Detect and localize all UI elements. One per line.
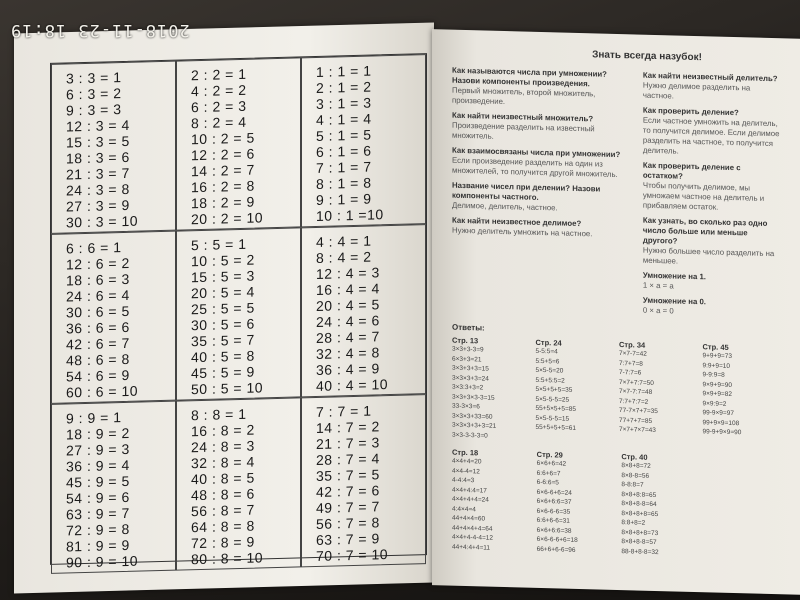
equation: 24 : 6 = 4 xyxy=(66,286,130,305)
equation: 40 : 8 = 5 xyxy=(191,469,255,488)
answer-line: 55+5×5+5=85 xyxy=(535,404,576,413)
equation: 8 : 2 = 4 xyxy=(191,113,247,132)
equation: 10 : 5 = 2 xyxy=(191,251,255,270)
equation: 6 : 2 = 3 xyxy=(191,97,247,116)
answer-line: 7×7-7=42 xyxy=(619,350,647,358)
equation: 90 : 9 = 10 xyxy=(66,552,139,571)
answer: 1 × а = а xyxy=(642,280,674,291)
equation: 6 : 3 = 2 xyxy=(66,85,122,103)
equation: 5 : 5 = 1 xyxy=(191,235,247,254)
answer-line: 6-6:6=5 xyxy=(536,478,559,487)
equation: 16 : 4 = 4 xyxy=(316,280,380,298)
answer: 0 × а = 0 xyxy=(642,305,674,316)
equation: 56 : 7 = 8 xyxy=(316,514,380,532)
equation: 45 : 9 = 5 xyxy=(66,472,130,491)
equation: 28 : 4 = 7 xyxy=(316,328,380,346)
equation: 24 : 4 = 6 xyxy=(316,312,380,330)
table-cell xyxy=(51,61,176,234)
equation: 12 : 6 = 2 xyxy=(66,254,130,273)
equation: 49 : 7 = 7 xyxy=(316,498,380,516)
equation: 35 : 7 = 5 xyxy=(316,466,380,484)
photo-timestamp: 2018-11-23 18:19 xyxy=(10,20,190,40)
answer-line: 4×4+4-4-4=12 xyxy=(452,533,494,542)
answer-line: 7×7-7:7=48 xyxy=(619,388,653,396)
equation: 63 : 9 = 7 xyxy=(66,504,130,523)
answer-line: 6×6+6:6=37 xyxy=(536,497,572,506)
answer-line: 4×4+4=20 xyxy=(452,457,482,466)
table-cell xyxy=(51,231,176,404)
equation: 45 : 5 = 9 xyxy=(191,363,255,382)
equation: 30 : 6 = 5 xyxy=(66,302,130,321)
equation: 72 : 8 = 9 xyxy=(191,533,255,552)
equation: 12 : 3 = 4 xyxy=(66,116,130,135)
answer-line: 8×8-8=56 xyxy=(621,471,650,480)
answer: Нужно делимое разделить на частное. xyxy=(642,80,751,101)
equation: 20 : 5 = 4 xyxy=(191,283,255,302)
answer-line: 7×7+7×7=43 xyxy=(619,426,656,435)
answer-line: 6×6-6+6=24 xyxy=(536,488,572,497)
equation: 50 : 5 = 10 xyxy=(191,379,264,398)
equation: 5 : 1 = 5 xyxy=(316,126,372,144)
equation: 20 : 4 = 5 xyxy=(316,296,380,314)
equation: 18 : 3 = 6 xyxy=(66,148,130,167)
answer-line: 9-9:9=8 xyxy=(702,371,725,379)
answer-block-title: Стр. 45 xyxy=(702,342,729,352)
question: Как проверить деление? xyxy=(642,105,739,118)
equation: 81 : 9 = 9 xyxy=(66,536,130,555)
question: Умножение на 1. xyxy=(642,270,706,282)
equation: 3 : 3 = 1 xyxy=(66,69,122,87)
equation: 7 : 1 = 7 xyxy=(316,158,372,176)
answer-line: 77-7×7+7=35 xyxy=(619,407,658,416)
answer-line: 3×3×3+3+3=21 xyxy=(452,421,497,430)
equation: 3 : 1 = 3 xyxy=(316,94,372,112)
equation: 36 : 6 = 6 xyxy=(66,318,130,337)
answer-line: 8×8+8=72 xyxy=(621,462,651,470)
answer-block xyxy=(703,342,783,448)
equation: 18 : 6 = 3 xyxy=(66,270,130,289)
answer-block xyxy=(537,450,618,556)
answer: Нужно большее число разделить на меньшее. xyxy=(642,245,775,266)
equation: 36 : 4 = 9 xyxy=(316,360,380,378)
answer-line: 5:5+5=6 xyxy=(535,357,560,365)
question: Как называются числа при умножении? Назови компоненты произведения. xyxy=(452,65,607,89)
equation: 7 : 7 = 1 xyxy=(316,402,372,420)
answer-line: 7:7+7:7=2 xyxy=(619,397,649,406)
answer: Если частное умножить на делитель, то получится делимое. Если делимое разделить на частное, то получится делитель. xyxy=(642,115,780,156)
answer-line: 9+9+9=73 xyxy=(702,352,732,361)
answer-line: 99-9×9=97 xyxy=(702,409,734,418)
question: Как найти неизвестный множитель? xyxy=(452,110,594,124)
answer-block-title: Стр. 24 xyxy=(535,337,562,348)
equation: 9 : 3 = 3 xyxy=(66,101,122,119)
answer-block xyxy=(536,338,616,444)
equation: 16 : 2 = 8 xyxy=(191,177,255,196)
table-cell xyxy=(176,57,301,230)
answer-block xyxy=(621,452,702,558)
answer-line: 6×6+6=42 xyxy=(536,459,567,468)
answer-line: 3×3×3+3=24 xyxy=(452,374,489,383)
equation: 42 : 7 = 6 xyxy=(316,482,380,500)
answer-line: 44+4×4=60 xyxy=(452,514,486,523)
equation: 24 : 8 = 3 xyxy=(191,437,255,456)
answer-line: 9×9:9=2 xyxy=(702,399,727,408)
question: Умножение на 0. xyxy=(642,295,706,307)
table-cell xyxy=(51,401,176,574)
answer-line: 8×8+8+8=65 xyxy=(621,509,659,518)
answer: Чтобы получить делимое, мы умножаем частное на делитель и прибавляем остаток. xyxy=(642,180,765,212)
equation: 60 : 6 = 10 xyxy=(66,382,139,401)
answer-line: 4×4-4=12 xyxy=(452,467,480,475)
equation: 4 : 4 = 1 xyxy=(316,232,372,250)
equation: 10 : 1 =10 xyxy=(316,206,384,224)
answers-row-2 xyxy=(452,448,702,559)
answer: Произведение разделить на известный множитель. xyxy=(452,120,595,141)
qa-column-right xyxy=(643,66,782,320)
answer-line: 4×4+4:4=17 xyxy=(452,486,487,495)
equation: 9 : 9 = 1 xyxy=(66,409,122,427)
question: Как проверить деление с остатком? xyxy=(642,160,741,181)
equation: 27 : 3 = 9 xyxy=(66,196,130,215)
answer-line: 5×5-5=20 xyxy=(535,366,564,375)
answer-line: 9:9+9=10 xyxy=(702,361,730,370)
answer-line: 8×8+8+8=73 xyxy=(621,528,659,537)
answer-line: 3×3:3+3=2 xyxy=(452,383,484,392)
equation: 20 : 2 = 10 xyxy=(191,209,264,228)
equation: 2 : 1 = 2 xyxy=(316,78,372,96)
answer-line: 44+4:4+4=11 xyxy=(452,543,491,552)
answer-line: 5×5-5-5=25 xyxy=(535,395,570,404)
answer-block-title: Стр. 29 xyxy=(536,449,563,460)
answer-block-title: Стр. 18 xyxy=(452,447,479,458)
equation: 6 : 6 = 1 xyxy=(66,239,122,257)
answer-line: 8×8+8:8=65 xyxy=(621,490,657,499)
equation: 32 : 8 = 4 xyxy=(191,453,255,472)
answer-line: 55+5+5+5=61 xyxy=(535,423,576,432)
equation: 18 : 2 = 9 xyxy=(191,193,255,212)
answers-row-1 xyxy=(452,336,782,449)
equation: 30 : 3 = 10 xyxy=(66,212,139,231)
equation: 28 : 7 = 4 xyxy=(316,450,380,468)
answer-line: 4:4×4=4 xyxy=(452,505,476,513)
equation: 14 : 7 = 2 xyxy=(316,418,380,436)
equation: 2 : 2 = 1 xyxy=(191,65,247,84)
answer-block xyxy=(619,340,699,446)
answer-line: 8-8:8=7 xyxy=(621,481,644,489)
answer-block-title: Стр. 34 xyxy=(619,340,646,350)
equation: 8 : 4 = 2 xyxy=(316,248,372,266)
equation: 15 : 3 = 5 xyxy=(66,132,130,151)
equation: 40 : 5 = 8 xyxy=(191,347,255,366)
answer-line: 5×5-5-5=15 xyxy=(535,414,570,423)
equation: 1 : 1 = 1 xyxy=(316,62,372,80)
equation: 8 : 1 = 8 xyxy=(316,174,372,192)
answer-line: 4-4:4=3 xyxy=(452,476,475,485)
equation: 42 : 6 = 7 xyxy=(66,334,130,353)
division-table-grid xyxy=(50,53,427,571)
equation: 9 : 1 = 9 xyxy=(316,190,372,208)
answer-line: 9×9+9=82 xyxy=(702,390,732,399)
answer-line: 3×3+3×3-3=15 xyxy=(452,393,495,402)
equation: 40 : 4 = 10 xyxy=(316,376,389,394)
answer-line: 5:5+5:5=2 xyxy=(535,376,565,385)
equation: 25 : 5 = 5 xyxy=(191,299,255,318)
answer-block-title: Стр. 13 xyxy=(452,335,479,346)
equation: 27 : 9 = 3 xyxy=(66,440,130,459)
answers-heading: Ответы: xyxy=(452,322,485,333)
equation: 56 : 8 = 7 xyxy=(191,501,255,520)
answer-line: 88-8+8-8=32 xyxy=(621,547,659,556)
equation: 16 : 8 = 2 xyxy=(191,421,255,440)
question: Как узнать, во сколько раз одно число больше или меньше другого? xyxy=(642,215,768,246)
equation: 4 : 2 = 2 xyxy=(191,81,247,100)
equation: 48 : 8 = 6 xyxy=(191,485,255,504)
equation: 32 : 4 = 8 xyxy=(316,344,380,362)
right-page-content xyxy=(452,46,782,561)
page-title: Знать всегда назубок! xyxy=(592,49,702,64)
answer-line: 6:6+6-6=31 xyxy=(536,516,570,525)
answer-line: 5-5:5=4 xyxy=(535,347,558,356)
table-cell xyxy=(176,227,301,400)
answer-line: 8×8+8-8=57 xyxy=(621,538,657,547)
table-cell xyxy=(301,224,426,397)
answer-line: 6×6+6:6=38 xyxy=(536,526,572,535)
question: Как найти неизвестный делитель? xyxy=(642,70,778,84)
answer-line: 3×3×3+33=60 xyxy=(452,412,493,421)
equation: 70 : 7 = 10 xyxy=(316,546,389,564)
answer-line: 66+6+6-6=96 xyxy=(536,545,576,554)
answer-block-title: Стр. 40 xyxy=(621,452,648,462)
answer-line: 3×3-3-3-3=0 xyxy=(452,431,488,440)
answer-line: 7×7+7:7=50 xyxy=(619,378,654,387)
answer-line: 7:7+7=8 xyxy=(619,359,643,368)
equation: 30 : 5 = 6 xyxy=(191,315,255,334)
equation: 63 : 7 = 9 xyxy=(316,530,380,548)
equation: 12 : 2 = 6 xyxy=(191,145,255,164)
table-cell xyxy=(301,54,426,227)
answer-line: 99-9+9×9=90 xyxy=(702,428,742,437)
answer: Делимое, делитель, частное. xyxy=(452,200,558,213)
table-cell xyxy=(176,397,301,570)
equation: 15 : 5 = 3 xyxy=(191,267,255,286)
answer-block xyxy=(452,336,532,442)
equation: 35 : 5 = 7 xyxy=(191,331,255,350)
table-cell xyxy=(301,394,426,567)
equation: 80 : 8 = 10 xyxy=(191,549,264,568)
answer-line: 6×6-6-6+6=18 xyxy=(536,535,578,544)
question: Название чисел при делении? Назови компоненты частного. xyxy=(452,180,601,202)
answer-line: 6×6-6-6=35 xyxy=(536,507,571,516)
answer-line: 5×5+5+5=35 xyxy=(535,385,573,394)
answer-line: 4×4+4+4=24 xyxy=(452,495,489,504)
equation: 54 : 6 = 9 xyxy=(66,366,130,385)
answer: Если произведение разделить на один из множителей, то получится другой множитель. xyxy=(452,155,618,180)
equation: 54 : 9 = 6 xyxy=(66,488,130,507)
answer-block xyxy=(452,448,533,554)
answer-line: 3×3+3-3=9 xyxy=(452,345,484,354)
answer-line: 6:6+6=7 xyxy=(536,469,561,478)
equation: 48 : 6 = 8 xyxy=(66,350,130,369)
answer-line: 6×3+3=21 xyxy=(452,355,482,363)
question: Как взаимосвязаны числа при умножении? xyxy=(452,145,621,160)
equation: 18 : 9 = 2 xyxy=(66,424,130,443)
equation: 4 : 1 = 4 xyxy=(316,110,372,128)
answer-line: 3×3+3+3=15 xyxy=(452,364,489,373)
answer: Нужно делитель умножить на частное. xyxy=(452,225,593,239)
answer-line: 33-3×3=6 xyxy=(452,402,480,411)
equation: 10 : 2 = 5 xyxy=(191,129,255,148)
answer-line: 99+9×9=108 xyxy=(702,418,740,427)
qa-column-left xyxy=(452,61,633,316)
question: Как найти неизвестное делимое? xyxy=(452,215,582,229)
equation: 36 : 9 = 4 xyxy=(66,456,130,475)
equation: 24 : 3 = 8 xyxy=(66,180,130,199)
equation: 8 : 8 = 1 xyxy=(191,405,247,424)
equation: 21 : 3 = 7 xyxy=(66,164,130,183)
answer-line: 8×8+8-8=64 xyxy=(621,500,657,509)
answer-line: 7-7:7=6 xyxy=(619,369,642,377)
equation: 72 : 9 = 8 xyxy=(66,520,130,539)
equation: 21 : 7 = 3 xyxy=(316,434,380,452)
answer-line: 9×9+9=90 xyxy=(702,380,732,389)
answer-line: 44+4×4+4=64 xyxy=(452,524,493,533)
answer: Первый множитель, второй множитель, произведение. xyxy=(452,85,596,107)
answer-line: 8:8+8=2 xyxy=(621,519,646,527)
equation: 14 : 2 = 7 xyxy=(191,161,255,180)
answer-line: 77+7+7=85 xyxy=(619,416,653,425)
equation: 12 : 4 = 3 xyxy=(316,264,380,282)
equation: 64 : 8 = 8 xyxy=(191,517,255,536)
equation: 6 : 1 = 6 xyxy=(316,142,372,160)
